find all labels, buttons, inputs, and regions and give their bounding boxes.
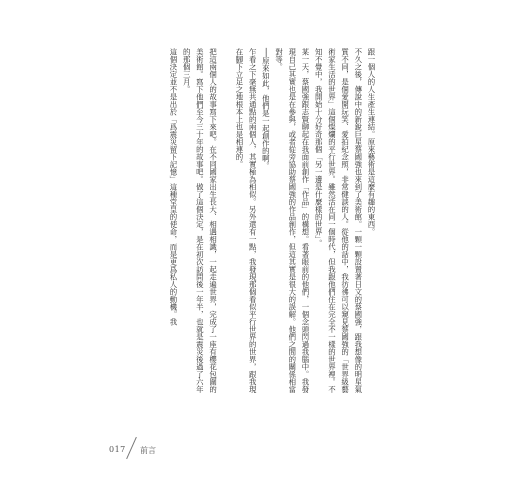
body-text <box>168 48 378 396</box>
paragraph: 某一天，蔡國強跟志賢聊起在我面前創作「作品」的構想。看著眼前的他們，一個念頭閃過我腦中。我發現自己其實也是在參與，或者從旁協助蔡國強的作品創作，但這其實是很大的誤解。他們之間的關係相當對等。 <box>274 48 310 393</box>
paragraph: 不久之後，傳說中的新銳巨星蔡國強也來到了美術館。一顆一顆設置著日文的蔡國強，跟我想像的明星氣質不同，是個愛開玩笑、愛拍紀念照，非常健談的人。從他的話中，我彷彿可以窺見蔡國強的「世界級藝術家生活的世界」這個燦爛的平行世界。雖然活在同一個時代，但我跟他們住在完全不一樣的世界裡。不知不覺中，我開始十分好奇那個「另一邊是什麼樣的世界」。 <box>314 48 363 393</box>
paragraph: 乍看之下毫無共通點的兩個人，其實極為相似。另外還有一點，我發現那個看似平行世界的世界，跟我現在腳下立足之地根本上也是相連的。 <box>234 48 258 393</box>
section-title: 前言 <box>140 446 156 455</box>
paragraph: 這個決定並不是出於「爲震災留下記憶」這種堂皇的使命，而是更爲私人的動機。我 <box>168 48 178 326</box>
paragraph: 跟一個人的人生產生連結。原來藝術是這麼有趣的東西。 <box>367 48 376 236</box>
paragraph: 把這兩個人的故事寫下來吧。在不同國家出生長大、相遇相識，一起走遍世界，完成了一座有櫻花包圍的美術館。寫下他們至今三十年的故事吧。做了這個決定，是在初次訪問後一年半，也就是震災後過了六年的那個三月。 <box>182 48 218 393</box>
footer-divider <box>126 437 137 459</box>
paragraph: ──原來如此，他們是一起創作的啊。 <box>261 48 271 170</box>
page-number: 017 <box>109 445 126 454</box>
paragraph-break <box>220 48 233 396</box>
